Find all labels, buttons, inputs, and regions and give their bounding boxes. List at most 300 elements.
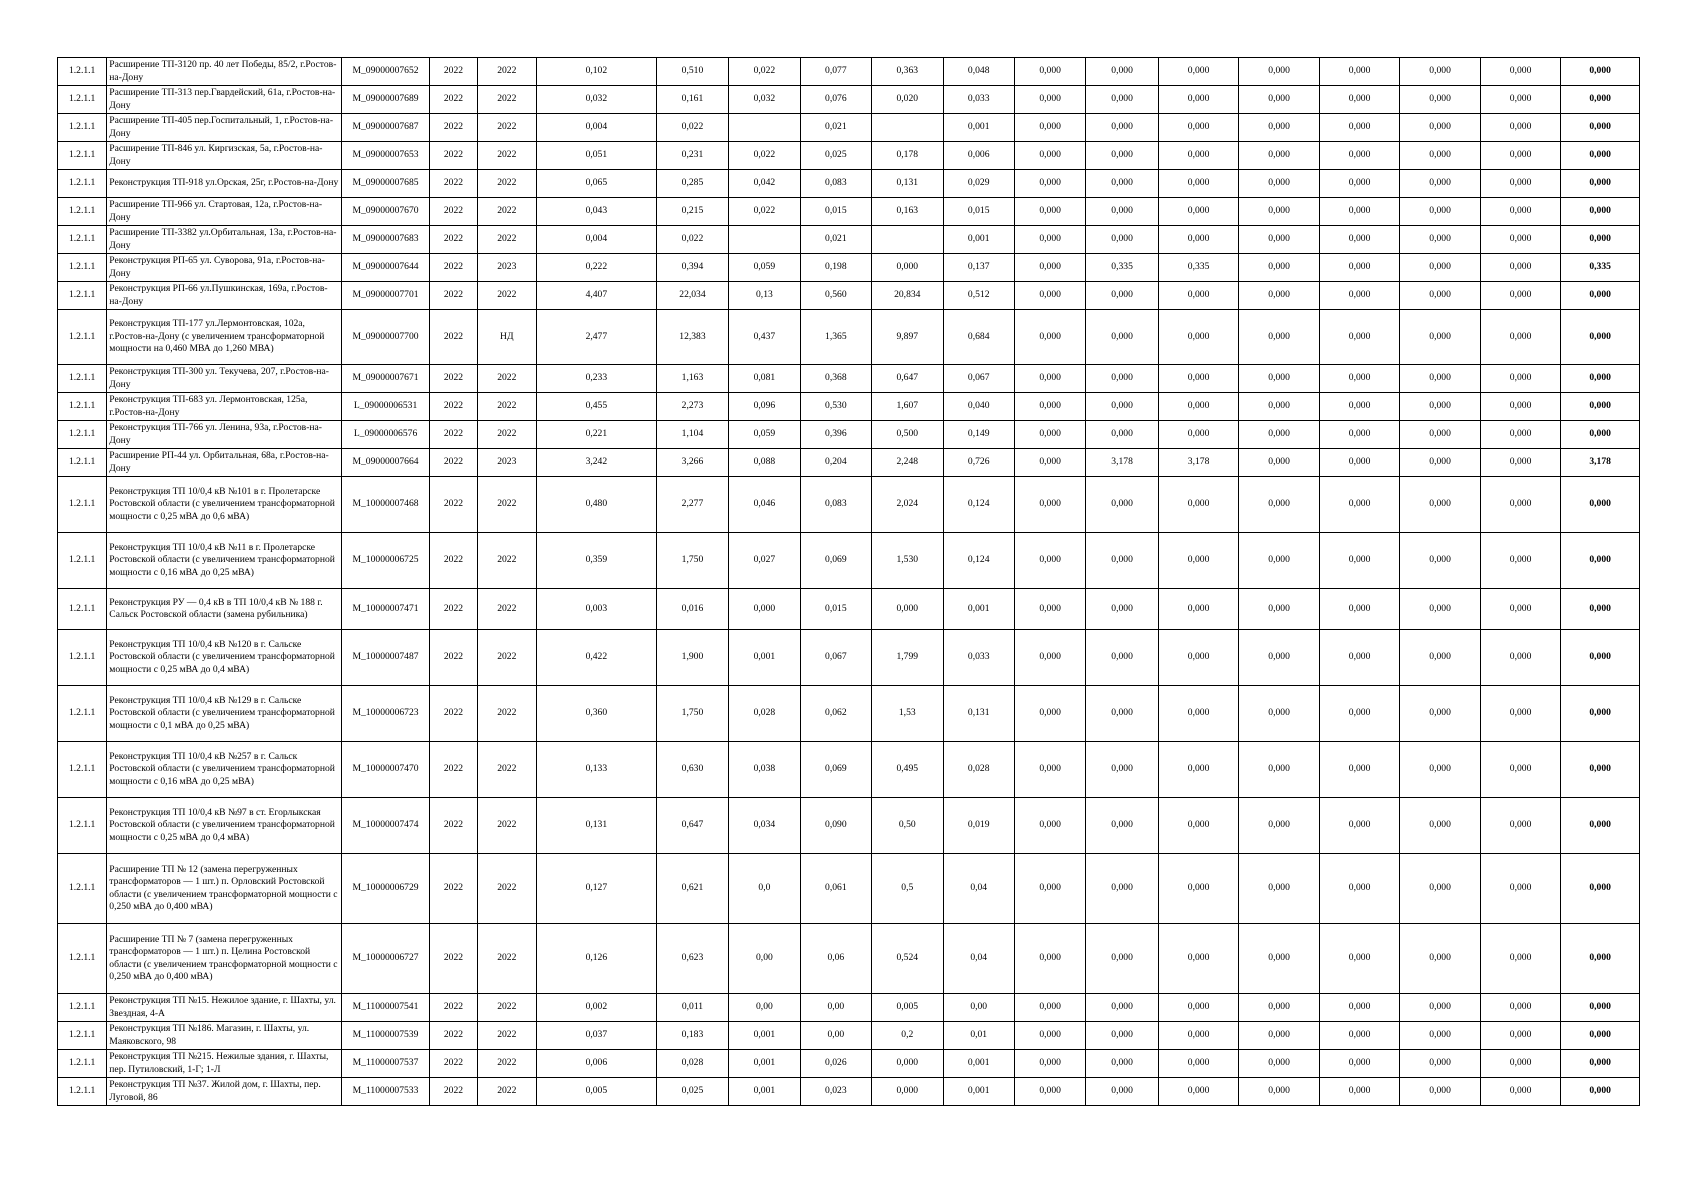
value-cell: 0,000 — [1480, 421, 1561, 449]
project-code-cell: M_09000007664 — [341, 449, 430, 477]
value-cell: 0,005 — [872, 994, 943, 1022]
value-cell: 0,000 — [1239, 477, 1320, 533]
value-cell: 0,000 — [1014, 533, 1085, 589]
value-cell: 0,022 — [656, 226, 728, 254]
value-cell: 0,000 — [1400, 254, 1481, 282]
value-cell: 0,000 — [1561, 798, 1640, 854]
value-cell: 0,042 — [729, 170, 800, 198]
value-cell: 0,000 — [1239, 798, 1320, 854]
project-name-cell: Реконструкция ТП 10/0,4 кВ №97 в ст. Егорлыкская Ростовской области (с увеличением трансформаторной мощности с 0,25 мВА до 0,4 мВА) — [107, 798, 341, 854]
value-cell: 0,000 — [1086, 924, 1158, 994]
project-name-cell: Реконструкция РП-66 ул.Пушкинская, 169а, г.Ростов-на-Дону — [107, 282, 341, 310]
value-cell: 0,000 — [1480, 589, 1561, 630]
end-year-cell: 2022 — [477, 742, 536, 798]
start-year-cell: 2022 — [430, 282, 477, 310]
value-cell: 0,000 — [1400, 1078, 1481, 1106]
value-cell: 0,028 — [943, 742, 1014, 798]
value-cell: 0,000 — [1239, 226, 1320, 254]
value-cell: 0,000 — [1239, 630, 1320, 686]
value-cell: 0,000 — [1014, 254, 1085, 282]
start-year-cell: 2022 — [430, 798, 477, 854]
end-year-cell: 2022 — [477, 686, 536, 742]
value-cell: 0,5 — [872, 854, 943, 924]
value-cell: 0,000 — [1400, 114, 1481, 142]
value-cell: 0,001 — [729, 1050, 800, 1078]
value-cell: 0,000 — [1014, 924, 1085, 994]
value-cell: 0,000 — [1158, 1078, 1239, 1106]
value-cell: 0,000 — [1158, 798, 1239, 854]
value-cell: 0,000 — [1239, 742, 1320, 798]
start-year-cell: 2022 — [430, 114, 477, 142]
value-cell: 0,000 — [1158, 142, 1239, 170]
value-cell: 0,000 — [1239, 170, 1320, 198]
table-row — [58, 742, 1640, 798]
value-cell: 0,000 — [1158, 630, 1239, 686]
value-cell: 2,024 — [872, 477, 943, 533]
value-cell: 0,000 — [1561, 310, 1640, 365]
project-code-cell: M_11000007533 — [341, 1078, 430, 1106]
value-cell: 0,000 — [1480, 630, 1561, 686]
value-cell: 0,000 — [1158, 170, 1239, 198]
value-cell: 0,000 — [1400, 924, 1481, 994]
project-name-cell: Реконструкция ТП-766 ул. Ленина, 93а, г.Ростов-на-Дону — [107, 421, 341, 449]
value-cell: 0,000 — [1319, 630, 1400, 686]
value-cell: 0,000 — [1239, 533, 1320, 589]
project-name-cell: Реконструкция ТП 10/0,4 кВ №120 в г. Сальске Ростовской области (с увеличением трансформаторной мощности с 0,25 мВА до 0,4 мВА) — [107, 630, 341, 686]
table-row — [58, 1022, 1640, 1050]
project-code-cell: M_09000007652 — [341, 58, 430, 86]
end-year-cell: 2022 — [477, 798, 536, 854]
value-cell: 0,623 — [656, 924, 728, 994]
value-cell: 0,000 — [1400, 393, 1481, 421]
value-cell: 0,000 — [1319, 254, 1400, 282]
value-cell: 0,000 — [1158, 477, 1239, 533]
value-cell: 0,000 — [1561, 686, 1640, 742]
value-cell: 0,360 — [536, 686, 656, 742]
value-cell: 0,000 — [1561, 1078, 1640, 1106]
project-number-cell: 1.2.1.1 — [58, 170, 107, 198]
value-cell: 0,000 — [1239, 254, 1320, 282]
value-cell: 0,335 — [1086, 254, 1158, 282]
value-cell: 0,059 — [729, 254, 800, 282]
value-cell: 0,000 — [1400, 226, 1481, 254]
start-year-cell: 2022 — [430, 310, 477, 365]
table-row — [58, 686, 1640, 742]
value-cell: 0,000 — [1319, 994, 1400, 1022]
value-cell: 0,222 — [536, 254, 656, 282]
project-number-cell: 1.2.1.1 — [58, 854, 107, 924]
value-cell: 0,000 — [1158, 686, 1239, 742]
table-row — [58, 477, 1640, 533]
value-cell: 0,028 — [656, 1050, 728, 1078]
project-name-cell: Реконструкция ТП-300 ул. Текучева, 207, г.Ростов-на-Дону — [107, 365, 341, 393]
project-number-cell: 1.2.1.1 — [58, 254, 107, 282]
value-cell: 0,000 — [1014, 170, 1085, 198]
value-cell: 0,2 — [872, 1022, 943, 1050]
project-number-cell: 1.2.1.1 — [58, 924, 107, 994]
end-year-cell: 2022 — [477, 170, 536, 198]
value-cell: 0,021 — [800, 114, 871, 142]
project-code-cell: M_11000007537 — [341, 1050, 430, 1078]
value-cell: 0,000 — [1561, 393, 1640, 421]
value-cell: 0,000 — [1014, 58, 1085, 86]
value-cell: 0,000 — [1561, 170, 1640, 198]
project-number-cell: 1.2.1.1 — [58, 798, 107, 854]
value-cell: 0,647 — [656, 798, 728, 854]
value-cell: 0,081 — [729, 365, 800, 393]
start-year-cell: 2022 — [430, 58, 477, 86]
table-row — [58, 1050, 1640, 1078]
value-cell: 0,001 — [943, 1078, 1014, 1106]
table-row — [58, 630, 1640, 686]
table-row — [58, 1078, 1640, 1106]
value-cell: 0,000 — [1158, 742, 1239, 798]
value-cell: 0,000 — [1014, 142, 1085, 170]
value-cell: 0,000 — [1086, 365, 1158, 393]
value-cell: 0,000 — [1014, 114, 1085, 142]
value-cell: 0,000 — [1480, 449, 1561, 477]
project-number-cell: 1.2.1.1 — [58, 198, 107, 226]
value-cell: 0,000 — [1158, 365, 1239, 393]
project-code-cell: M_10000007468 — [341, 477, 430, 533]
value-cell: 0,077 — [800, 58, 871, 86]
value-cell: 0,000 — [1480, 477, 1561, 533]
project-code-cell: M_09000007670 — [341, 198, 430, 226]
project-code-cell: M_09000007700 — [341, 310, 430, 365]
value-cell: 0,083 — [800, 477, 871, 533]
value-cell: 0,000 — [1480, 170, 1561, 198]
value-cell: 0,000 — [1400, 170, 1481, 198]
value-cell: 0,000 — [1480, 310, 1561, 365]
value-cell: 0,088 — [729, 449, 800, 477]
value-cell: 0,023 — [800, 1078, 871, 1106]
value-cell: 0,028 — [729, 686, 800, 742]
value-cell: 0,000 — [1561, 1022, 1640, 1050]
value-cell: 0,001 — [943, 114, 1014, 142]
table-row — [58, 58, 1640, 86]
value-cell: 0,000 — [1561, 58, 1640, 86]
value-cell: 0,016 — [656, 589, 728, 630]
value-cell: 0,000 — [729, 589, 800, 630]
value-cell: 0,000 — [1561, 742, 1640, 798]
value-cell: 0,000 — [1086, 742, 1158, 798]
value-cell: 0,000 — [1014, 630, 1085, 686]
value-cell: 0,00 — [729, 924, 800, 994]
value-cell: 0,13 — [729, 282, 800, 310]
table-row — [58, 533, 1640, 589]
value-cell: 0,000 — [1086, 282, 1158, 310]
value-cell: 0,359 — [536, 533, 656, 589]
value-cell: 0,027 — [729, 533, 800, 589]
value-cell: 0,455 — [536, 393, 656, 421]
value-cell: 0,131 — [872, 170, 943, 198]
value-cell: 0,500 — [872, 421, 943, 449]
value-cell: 1,365 — [800, 310, 871, 365]
value-cell: 0,000 — [1014, 1050, 1085, 1078]
end-year-cell: 2022 — [477, 58, 536, 86]
table-row — [58, 854, 1640, 924]
table-row — [58, 198, 1640, 226]
project-code-cell: M_10000007470 — [341, 742, 430, 798]
value-cell: 0,394 — [656, 254, 728, 282]
value-cell: 0,022 — [729, 58, 800, 86]
project-name-cell: Реконструкция ТП 10/0,4 кВ №11 в г. Пролетарске Ростовской области (с увеличением трансформаторной мощности с 0,16 мВА до 0,25 мВА) — [107, 533, 341, 589]
value-cell: 0,000 — [1014, 449, 1085, 477]
value-cell: 0,126 — [536, 924, 656, 994]
value-cell: 0,001 — [729, 1022, 800, 1050]
value-cell: 0,000 — [1014, 686, 1085, 742]
value-cell: 0,000 — [1014, 1078, 1085, 1106]
project-name-cell: Расширение ТП-966 ул. Стартовая, 12а, г.Ростов-на-Дону — [107, 198, 341, 226]
end-year-cell: 2022 — [477, 1050, 536, 1078]
value-cell: 0,000 — [1014, 798, 1085, 854]
project-code-cell: M_09000007671 — [341, 365, 430, 393]
value-cell: 0,000 — [1319, 742, 1400, 798]
project-number-cell: 1.2.1.1 — [58, 742, 107, 798]
value-cell: 0,000 — [1086, 1050, 1158, 1078]
value-cell: 0,000 — [1086, 310, 1158, 365]
value-cell: 0,000 — [1400, 365, 1481, 393]
start-year-cell: 2022 — [430, 449, 477, 477]
value-cell: 0,000 — [1158, 589, 1239, 630]
value-cell: 0,335 — [1158, 254, 1239, 282]
value-cell: 0,530 — [800, 393, 871, 421]
value-cell: 0,000 — [1480, 533, 1561, 589]
value-cell: 0,000 — [1086, 533, 1158, 589]
value-cell: 0,000 — [1158, 86, 1239, 114]
value-cell: 1,53 — [872, 686, 943, 742]
value-cell: 0,000 — [1158, 1022, 1239, 1050]
project-name-cell: Расширение ТП-3120 пр. 40 лет Победы, 85/2, г.Ростов-на-Дону — [107, 58, 341, 86]
project-number-cell: 1.2.1.1 — [58, 393, 107, 421]
value-cell: 4,407 — [536, 282, 656, 310]
value-cell: 0,000 — [1014, 393, 1085, 421]
value-cell: 0,015 — [943, 198, 1014, 226]
project-number-cell: 1.2.1.1 — [58, 1022, 107, 1050]
value-cell: 1,750 — [656, 533, 728, 589]
value-cell: 0,000 — [1319, 142, 1400, 170]
end-year-cell: НД — [477, 310, 536, 365]
start-year-cell: 2022 — [430, 924, 477, 994]
value-cell: 0,001 — [729, 1078, 800, 1106]
value-cell: 0,000 — [1480, 686, 1561, 742]
value-cell: 0,510 — [656, 58, 728, 86]
value-cell: 0,000 — [1158, 393, 1239, 421]
value-cell: 0,000 — [1014, 86, 1085, 114]
value-cell: 0,000 — [1319, 854, 1400, 924]
value-cell: 0,000 — [1561, 924, 1640, 994]
value-cell: 9,897 — [872, 310, 943, 365]
value-cell: 3,178 — [1086, 449, 1158, 477]
end-year-cell: 2022 — [477, 142, 536, 170]
value-cell: 0,000 — [1239, 924, 1320, 994]
value-cell: 0,000 — [1400, 142, 1481, 170]
value-cell: 0,01 — [943, 1022, 1014, 1050]
project-code-cell: M_09000007687 — [341, 114, 430, 142]
value-cell: 3,266 — [656, 449, 728, 477]
end-year-cell: 2022 — [477, 86, 536, 114]
value-cell: 0,000 — [1480, 142, 1561, 170]
value-cell: 0,000 — [1400, 1050, 1481, 1078]
value-cell: 0,000 — [1319, 393, 1400, 421]
project-code-cell: M_10000006725 — [341, 533, 430, 589]
value-cell: 0,006 — [943, 142, 1014, 170]
project-number-cell: 1.2.1.1 — [58, 310, 107, 365]
value-cell: 0,000 — [1086, 170, 1158, 198]
value-cell: 0,000 — [1158, 282, 1239, 310]
value-cell: 0,000 — [1239, 282, 1320, 310]
value-cell: 0,0 — [729, 854, 800, 924]
value-cell: 0,131 — [536, 798, 656, 854]
value-cell: 0,000 — [1239, 58, 1320, 86]
end-year-cell: 2022 — [477, 198, 536, 226]
value-cell: 0,000 — [1239, 310, 1320, 365]
value-cell — [872, 226, 943, 254]
value-cell: 0,000 — [872, 1078, 943, 1106]
value-cell: 0,000 — [1014, 226, 1085, 254]
value-cell: 1,163 — [656, 365, 728, 393]
value-cell: 0,000 — [1480, 994, 1561, 1022]
value-cell: 0,000 — [1319, 798, 1400, 854]
value-cell: 0,000 — [1561, 86, 1640, 114]
value-cell: 0,000 — [1561, 589, 1640, 630]
end-year-cell: 2022 — [477, 282, 536, 310]
value-cell: 1,750 — [656, 686, 728, 742]
table-row — [58, 994, 1640, 1022]
end-year-cell: 2022 — [477, 533, 536, 589]
value-cell: 0,000 — [1400, 282, 1481, 310]
start-year-cell: 2022 — [430, 589, 477, 630]
value-cell: 0,006 — [536, 1050, 656, 1078]
value-cell: 0,000 — [1561, 198, 1640, 226]
value-cell: 0,000 — [1480, 393, 1561, 421]
start-year-cell: 2022 — [430, 630, 477, 686]
value-cell: 0,000 — [1561, 282, 1640, 310]
value-cell: 22,034 — [656, 282, 728, 310]
value-cell: 0,000 — [1561, 854, 1640, 924]
value-cell: 0,000 — [1086, 58, 1158, 86]
start-year-cell: 2022 — [430, 994, 477, 1022]
value-cell: 0,000 — [1014, 477, 1085, 533]
project-code-cell: L_09000006531 — [341, 393, 430, 421]
value-cell: 0,000 — [1319, 114, 1400, 142]
value-cell: 0,133 — [536, 742, 656, 798]
value-cell: 0,000 — [1400, 198, 1481, 226]
value-cell: 0,000 — [872, 1050, 943, 1078]
value-cell: 0,363 — [872, 58, 943, 86]
value-cell: 0,069 — [800, 742, 871, 798]
value-cell: 0,621 — [656, 854, 728, 924]
end-year-cell: 2022 — [477, 994, 536, 1022]
value-cell: 0,000 — [1319, 226, 1400, 254]
value-cell: 0,019 — [943, 798, 1014, 854]
value-cell — [729, 114, 800, 142]
value-cell: 0,000 — [1086, 589, 1158, 630]
value-cell: 0,062 — [800, 686, 871, 742]
value-cell: 0,000 — [1086, 421, 1158, 449]
value-cell: 0,000 — [1158, 198, 1239, 226]
value-cell: 0,124 — [943, 533, 1014, 589]
value-cell: 0,015 — [800, 198, 871, 226]
project-number-cell: 1.2.1.1 — [58, 533, 107, 589]
value-cell: 0,000 — [1561, 533, 1640, 589]
value-cell: 0,000 — [1561, 1050, 1640, 1078]
end-year-cell: 2023 — [477, 254, 536, 282]
value-cell: 0,215 — [656, 198, 728, 226]
end-year-cell: 2022 — [477, 477, 536, 533]
end-year-cell: 2022 — [477, 421, 536, 449]
end-year-cell: 2022 — [477, 393, 536, 421]
value-cell: 0,149 — [943, 421, 1014, 449]
value-cell: 0,00 — [800, 994, 871, 1022]
value-cell: 0,051 — [536, 142, 656, 170]
value-cell: 0,000 — [1400, 310, 1481, 365]
value-cell: 0,046 — [729, 477, 800, 533]
value-cell: 0,000 — [1158, 226, 1239, 254]
value-cell: 0,000 — [1561, 226, 1640, 254]
value-cell: 0,000 — [1239, 686, 1320, 742]
value-cell: 2,248 — [872, 449, 943, 477]
value-cell: 0,04 — [943, 854, 1014, 924]
project-number-cell: 1.2.1.1 — [58, 282, 107, 310]
project-name-cell: Расширение ТП-3382 ул.Орбитальная, 13а, г.Ростов-на-Дону — [107, 226, 341, 254]
start-year-cell: 2022 — [430, 1022, 477, 1050]
value-cell: 0,000 — [1086, 226, 1158, 254]
end-year-cell: 2022 — [477, 630, 536, 686]
value-cell: 0,50 — [872, 798, 943, 854]
value-cell: 0,000 — [1239, 1022, 1320, 1050]
value-cell: 0,000 — [1239, 86, 1320, 114]
value-cell: 0,000 — [1319, 533, 1400, 589]
value-cell: 0,000 — [1239, 589, 1320, 630]
value-cell: 2,273 — [656, 393, 728, 421]
value-cell: 0,000 — [1239, 1078, 1320, 1106]
value-cell: 0,000 — [1319, 170, 1400, 198]
value-cell: 0,000 — [1086, 393, 1158, 421]
value-cell: 0,000 — [1239, 365, 1320, 393]
project-code-cell: M_09000007701 — [341, 282, 430, 310]
value-cell: 0,000 — [1086, 630, 1158, 686]
value-cell: 0,076 — [800, 86, 871, 114]
value-cell: 0,069 — [800, 533, 871, 589]
project-number-cell: 1.2.1.1 — [58, 630, 107, 686]
project-name-cell: Расширение ТП № 7 (замена перегруженных трансформаторов — 1 шт.) п. Целина Ростовской области (с увеличением трансформаторной мощности с 0,250 мВА до 0,400 мВА) — [107, 924, 341, 994]
value-cell: 0,000 — [1561, 365, 1640, 393]
project-name-cell: Реконструкция РУ — 0,4 кВ в ТП 10/0,4 кВ № 188 г. Сальск Ростовской области (замена рубильника) — [107, 589, 341, 630]
project-name-cell: Реконструкция ТП 10/0,4 кВ №257 в г. Сальск Ростовской области (с увеличением трансформаторной мощности с 0,16 мВА до 0,25 мВА) — [107, 742, 341, 798]
value-cell: 0,000 — [1319, 86, 1400, 114]
project-name-cell: Реконструкция ТП-683 ул. Лермонтовская, 125а, г.Ростов-на-Дону — [107, 393, 341, 421]
value-cell: 0,000 — [1319, 686, 1400, 742]
value-cell: 0,000 — [1086, 854, 1158, 924]
value-cell: 0,124 — [943, 477, 1014, 533]
value-cell: 0,000 — [1480, 282, 1561, 310]
start-year-cell: 2022 — [430, 742, 477, 798]
value-cell: 0,000 — [1400, 533, 1481, 589]
end-year-cell: 2022 — [477, 365, 536, 393]
value-cell: 0,000 — [1480, 1078, 1561, 1106]
project-name-cell: Расширение ТП-405 пер.Госпитальный, 1, г.Ростов-на-Дону — [107, 114, 341, 142]
value-cell: 0,000 — [1319, 421, 1400, 449]
value-cell: 0,000 — [1319, 310, 1400, 365]
value-cell: 2,477 — [536, 310, 656, 365]
project-name-cell: Расширение ТП-313 пер.Гвардейский, 61а, г.Ростов-на-Дону — [107, 86, 341, 114]
project-code-cell: M_10000006723 — [341, 686, 430, 742]
project-number-cell: 1.2.1.1 — [58, 589, 107, 630]
value-cell: 0,495 — [872, 742, 943, 798]
project-code-cell: M_09000007653 — [341, 142, 430, 170]
project-number-cell: 1.2.1.1 — [58, 114, 107, 142]
